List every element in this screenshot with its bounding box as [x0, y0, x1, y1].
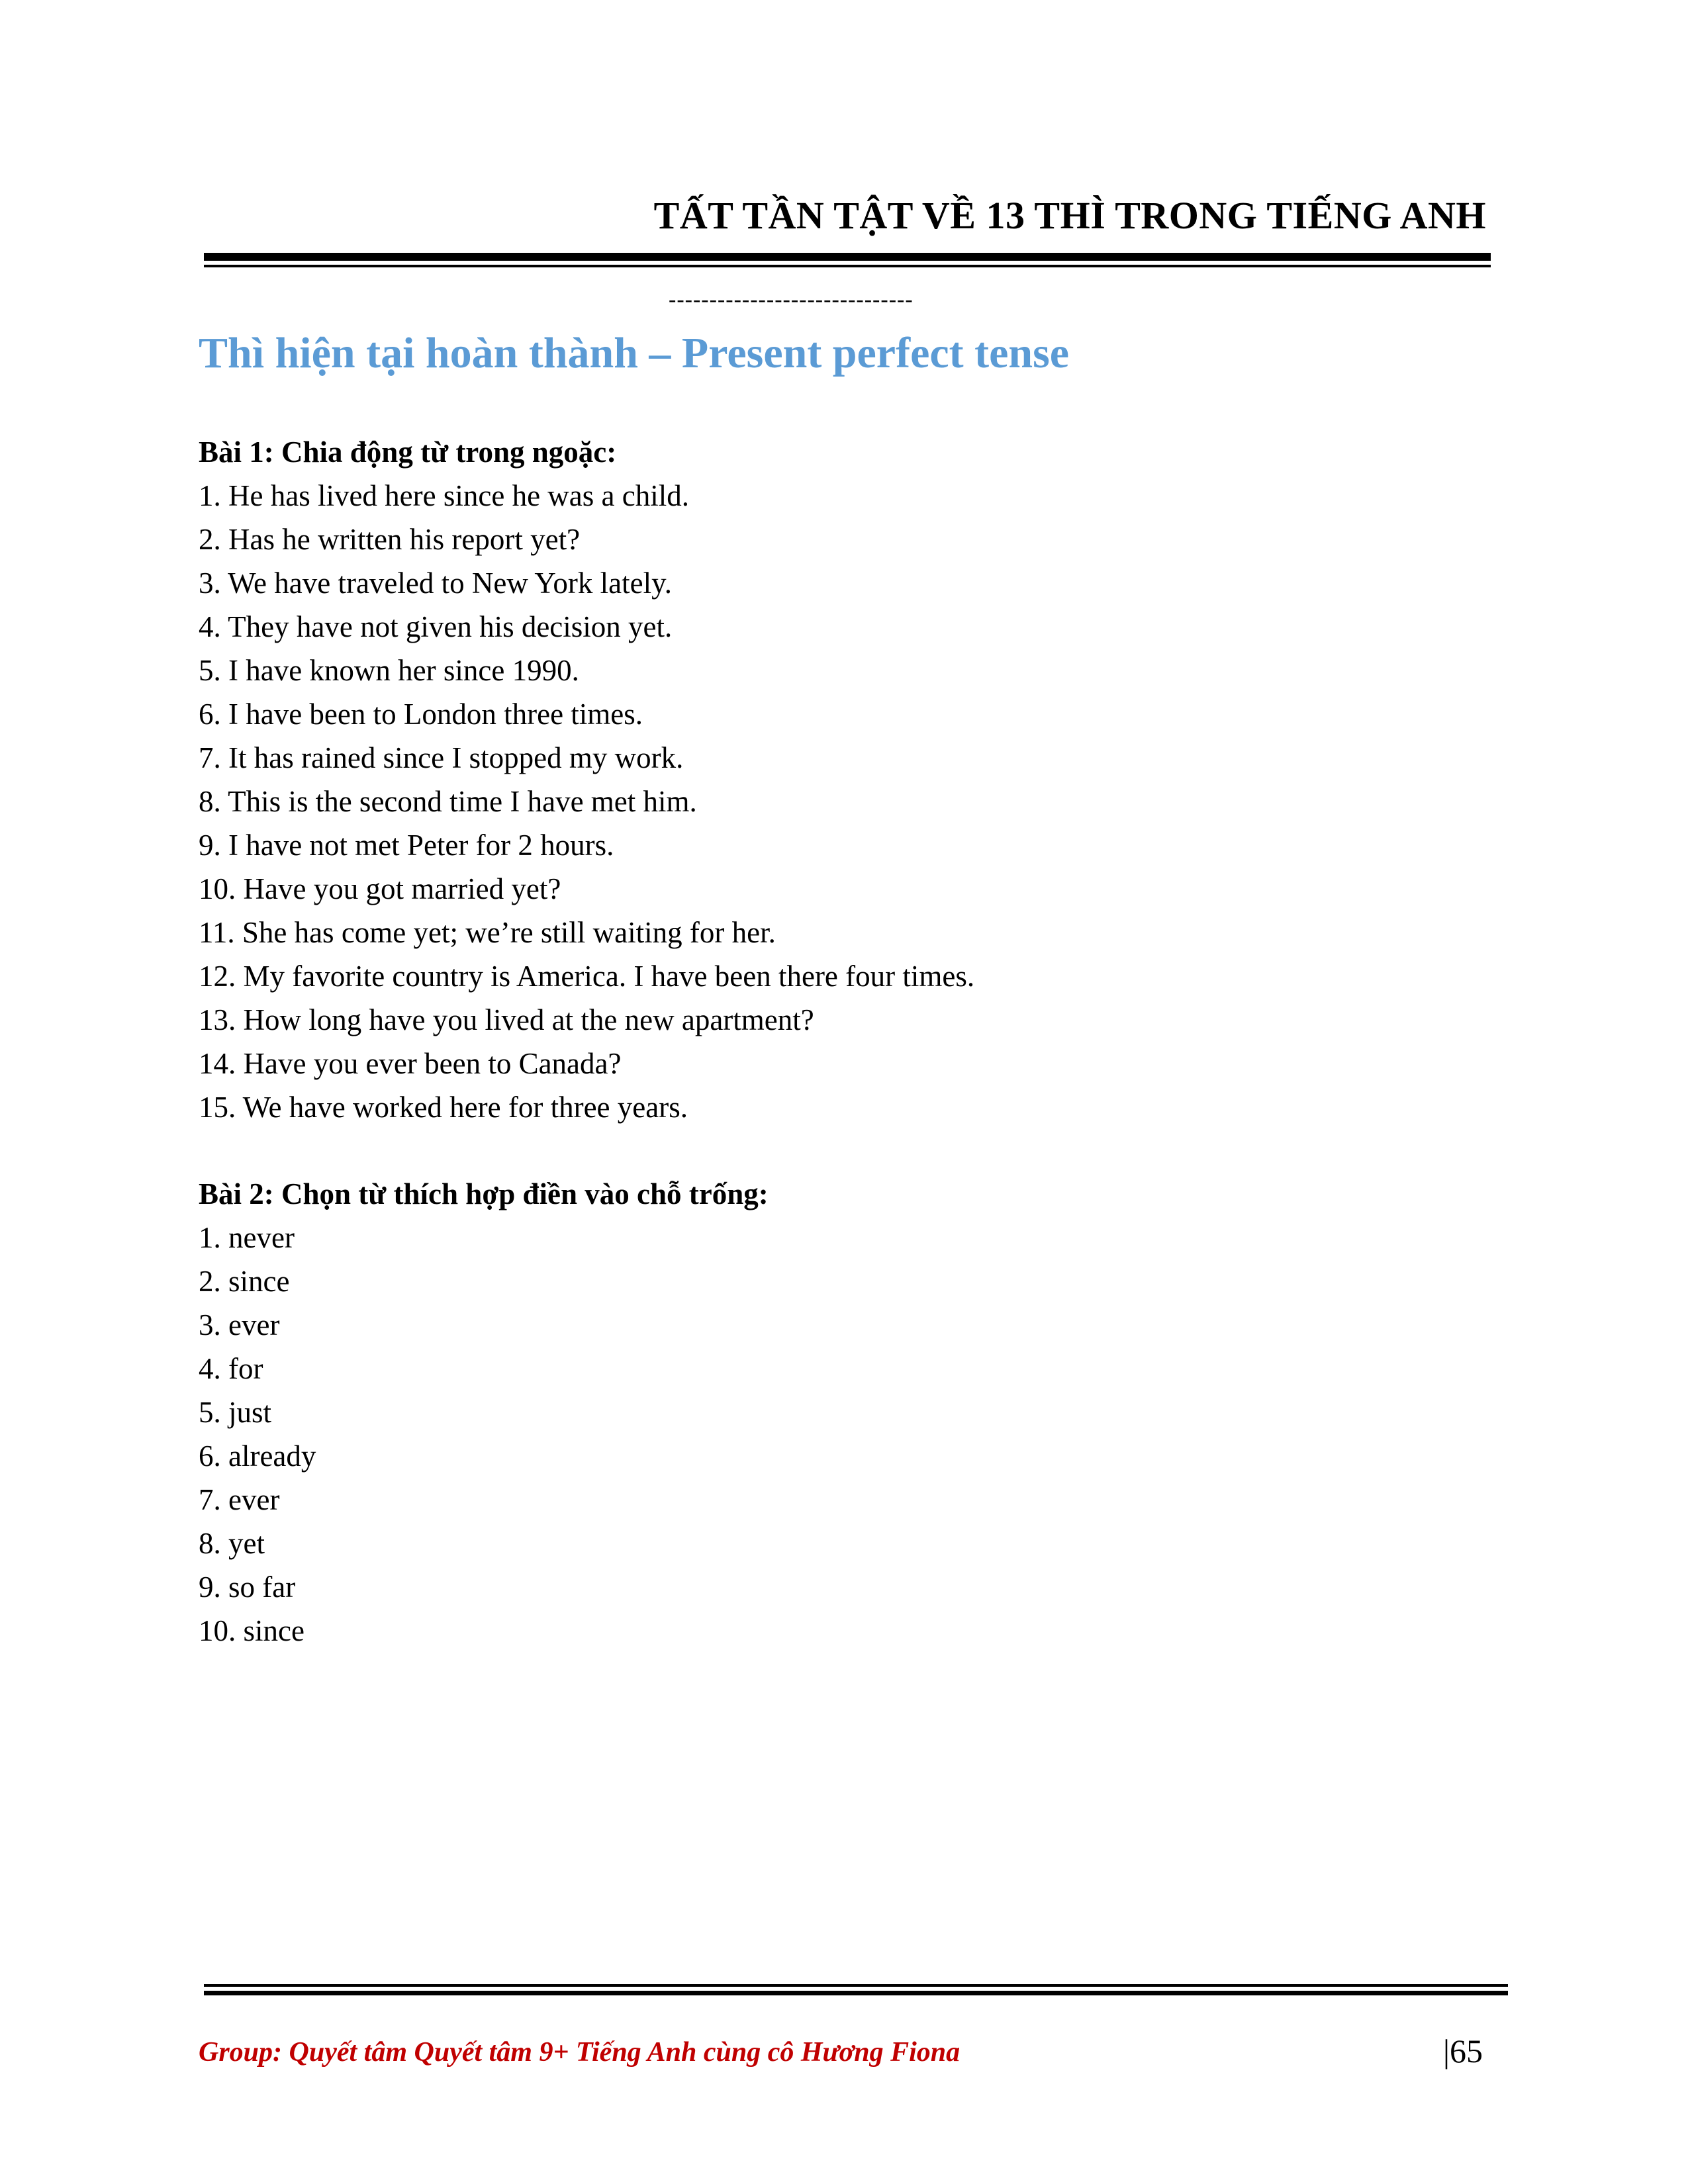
header-rule-thin — [204, 265, 1491, 267]
header-title: TẤT TẦN TẬT VỀ 13 THÌ TRONG TIẾNG ANH — [653, 194, 1486, 237]
exercise-1-item: 2. Has he written his report yet? — [199, 523, 581, 556]
exercise-1-item: 13. How long have you lived at the new apartment? — [199, 1003, 814, 1036]
header-rule-thick — [204, 253, 1491, 261]
exercise-1-heading: Bài 1: Chia động từ trong ngoặc: — [199, 435, 617, 469]
exercise-2-item: 9. so far — [199, 1570, 296, 1604]
exercise-1-item: 8. This is the second time I have met him. — [199, 785, 697, 818]
exercise-1-item: 12. My favorite country is America. I have been there four times. — [199, 960, 975, 993]
exercise-1-item: 15. We have worked here for three years. — [199, 1091, 688, 1124]
exercise-2-item: 4. for — [199, 1352, 263, 1385]
exercise-1-item: 7. It has rained since I stopped my work. — [199, 741, 684, 774]
exercise-2-item: 8. yet — [199, 1527, 265, 1560]
exercise-1-item: 11. She has come yet; we’re still waiting for her. — [199, 916, 776, 949]
exercise-2-item: 3. ever — [199, 1308, 280, 1342]
exercise-2-heading: Bài 2: Chọn từ thích hợp điền vào chỗ trống: — [199, 1177, 769, 1210]
footer-rule-thin — [204, 1984, 1508, 1987]
exercise-2-item: 6. already — [199, 1439, 316, 1473]
footer-rule-thick — [204, 1991, 1508, 1995]
exercise-2-item: 10. since — [199, 1614, 305, 1647]
exercise-2-item: 5. just — [199, 1396, 272, 1429]
exercise-1-item: 5. I have known her since 1990. — [199, 654, 579, 687]
exercise-1-item: 3. We have traveled to New York lately. — [199, 567, 672, 600]
exercise-2-item: 1. never — [199, 1221, 295, 1254]
exercise-2-item: 7. ever — [199, 1483, 280, 1516]
exercise-1-item: 6. I have been to London three times. — [199, 698, 643, 731]
exercise-1 — [199, 430, 974, 1129]
exercise-1-item: 14. Have you ever been to Canada? — [199, 1047, 622, 1080]
exercise-2 — [199, 1172, 769, 1653]
separator-dashes: ------------------------------ — [669, 287, 914, 312]
section-title: Thì hiện tại hoàn thành – Present perfect tense — [199, 329, 1070, 377]
exercise-1-item: 4. They have not given his decision yet. — [199, 610, 673, 643]
page-number: |65 — [1442, 2032, 1483, 2070]
exercise-2-item: 2. since — [199, 1265, 290, 1298]
footer-group-name: Group: Quyết tâm Quyết tâm 9+ Tiếng Anh cùng cô Hương Fiona — [199, 2037, 961, 2068]
exercise-1-item: 10. Have you got married yet? — [199, 872, 561, 905]
exercise-1-item: 1. He has lived here since he was a child. — [199, 479, 689, 512]
exercise-1-item: 9. I have not met Peter for 2 hours. — [199, 829, 614, 862]
